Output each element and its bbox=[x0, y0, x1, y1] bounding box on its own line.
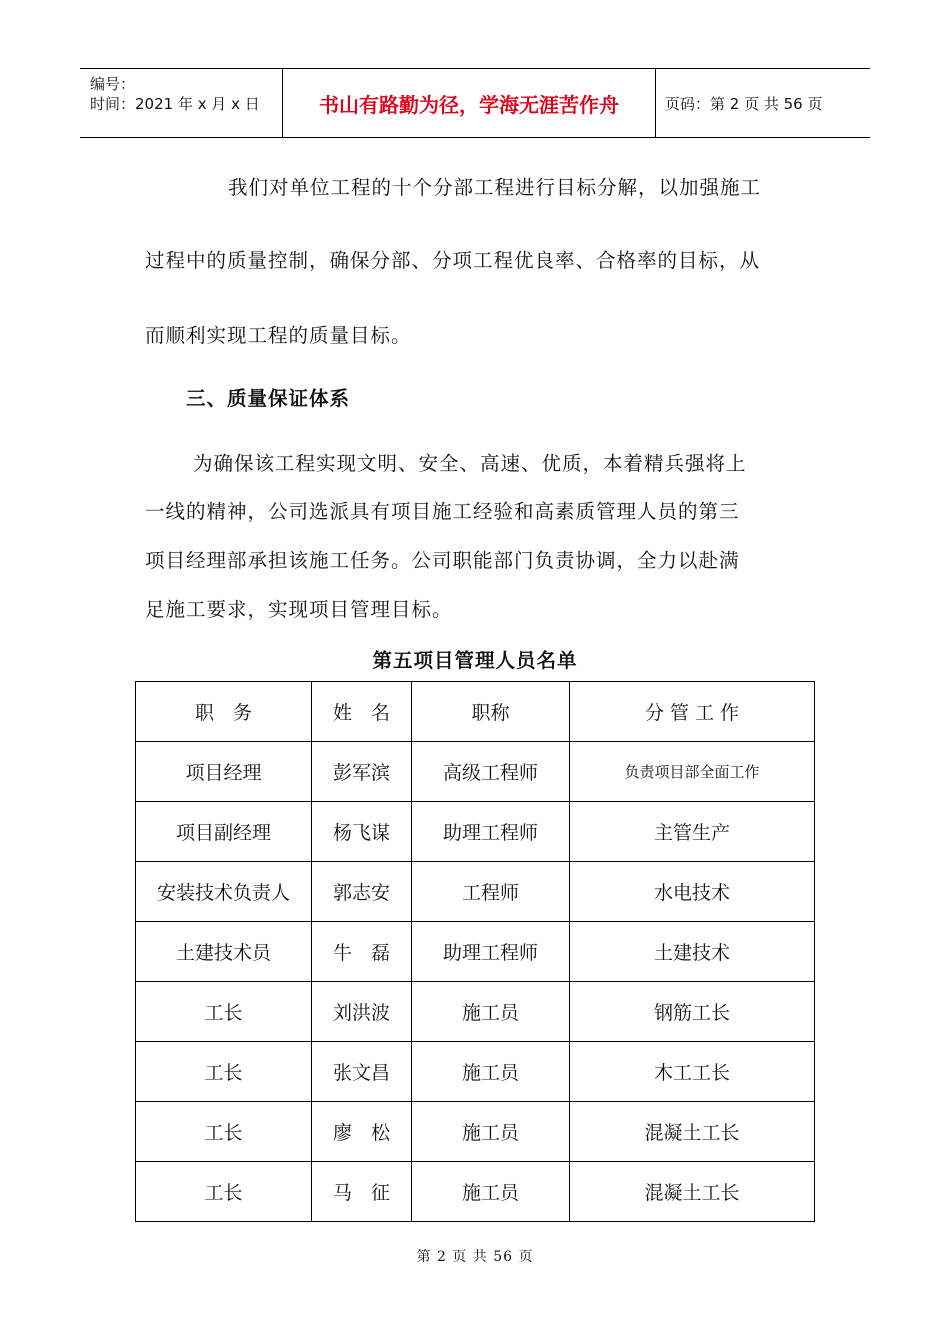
staff-table bbox=[135, 681, 815, 1222]
paragraph-2-line-2: 一线的精神，公司选派具有项目施工经验和高素质管理人员的第三 bbox=[145, 500, 740, 523]
cell-position: 土建技术员 bbox=[136, 922, 312, 982]
cell-name: 张文昌 bbox=[312, 1042, 412, 1102]
cell-duties: 土建技术 bbox=[570, 922, 815, 982]
cell-duties: 混凝土工长 bbox=[570, 1102, 815, 1162]
table-caption: 第五项目管理人员名单 bbox=[372, 649, 578, 672]
table-row bbox=[136, 1102, 815, 1162]
header-motto: 书山有路勤为径，学海无涯苦作舟 bbox=[282, 69, 656, 137]
cell-name: 杨飞谋 bbox=[312, 802, 412, 862]
paragraph-2-line-3: 项目经理部承担该施工任务。公司职能部门负责协调，全力以赴满 bbox=[145, 549, 740, 572]
cell-name: 牛 磊 bbox=[312, 922, 412, 982]
section-heading: 三、质量保证体系 bbox=[186, 387, 351, 410]
cell-position: 安装技术负责人 bbox=[136, 862, 312, 922]
table-row bbox=[136, 1042, 815, 1102]
paragraph-1-line-2: 过程中的质量控制，确保分部、分项工程优良率、合格率的目标，从 bbox=[145, 249, 761, 272]
cell-name: 刘洪波 bbox=[312, 982, 412, 1042]
column-header-title: 职称 bbox=[412, 682, 570, 742]
cell-position: 工长 bbox=[136, 1162, 312, 1222]
paragraph-2-line-4: 足施工要求，实现项目管理目标。 bbox=[145, 598, 453, 621]
document-number: 编号： bbox=[90, 75, 136, 93]
cell-name: 廖 松 bbox=[312, 1102, 412, 1162]
cell-position: 项目副经理 bbox=[136, 802, 312, 862]
cell-title: 施工员 bbox=[412, 1162, 570, 1222]
cell-title: 助理工程师 bbox=[412, 802, 570, 862]
document-date: 时间：2021 年 x 月 x 日 bbox=[90, 95, 260, 113]
cell-duties: 木工工长 bbox=[570, 1042, 815, 1102]
table-row bbox=[136, 922, 815, 982]
cell-duties: 混凝土工长 bbox=[570, 1162, 815, 1222]
cell-position: 工长 bbox=[136, 1042, 312, 1102]
page-footer: 第 2 页 共 56 页 bbox=[416, 1249, 534, 1265]
page-header bbox=[80, 68, 870, 138]
table-row bbox=[136, 1162, 815, 1222]
cell-title: 工程师 bbox=[412, 862, 570, 922]
cell-title: 施工员 bbox=[412, 1102, 570, 1162]
paragraph-1-line-1: 我们对单位工程的十个分部工程进行目标分解，以加强施工 bbox=[228, 176, 762, 199]
table-row bbox=[136, 982, 815, 1042]
table-row bbox=[136, 742, 815, 802]
header-page-info: 页码：第 2 页 共 56 页 bbox=[665, 94, 823, 113]
column-header-duties: 分 管 工 作 bbox=[570, 682, 815, 742]
header-meta bbox=[80, 69, 282, 137]
column-header-position: 职 务 bbox=[136, 682, 312, 742]
cell-duties: 水电技术 bbox=[570, 862, 815, 922]
cell-position: 项目经理 bbox=[136, 742, 312, 802]
table-row bbox=[136, 802, 815, 862]
cell-title: 施工员 bbox=[412, 1042, 570, 1102]
paragraph-1-line-3: 而顺利实现工程的质量目标。 bbox=[145, 324, 412, 347]
cell-position: 工长 bbox=[136, 1102, 312, 1162]
cell-name: 马 征 bbox=[312, 1162, 412, 1222]
cell-title: 施工员 bbox=[412, 982, 570, 1042]
column-header-name: 姓 名 bbox=[312, 682, 412, 742]
cell-title: 助理工程师 bbox=[412, 922, 570, 982]
cell-position: 工长 bbox=[136, 982, 312, 1042]
table-header-row bbox=[136, 682, 815, 742]
paragraph-2-line-1: 为确保该工程实现文明、安全、高速、优质，本着精兵强将上 bbox=[193, 452, 747, 475]
cell-name: 郭志安 bbox=[312, 862, 412, 922]
table-row bbox=[136, 862, 815, 922]
cell-duties: 钢筋工长 bbox=[570, 982, 815, 1042]
cell-duties: 负责项目部全面工作 bbox=[570, 742, 815, 802]
cell-duties: 主管生产 bbox=[570, 802, 815, 862]
cell-name: 彭军滨 bbox=[312, 742, 412, 802]
cell-title: 高级工程师 bbox=[412, 742, 570, 802]
